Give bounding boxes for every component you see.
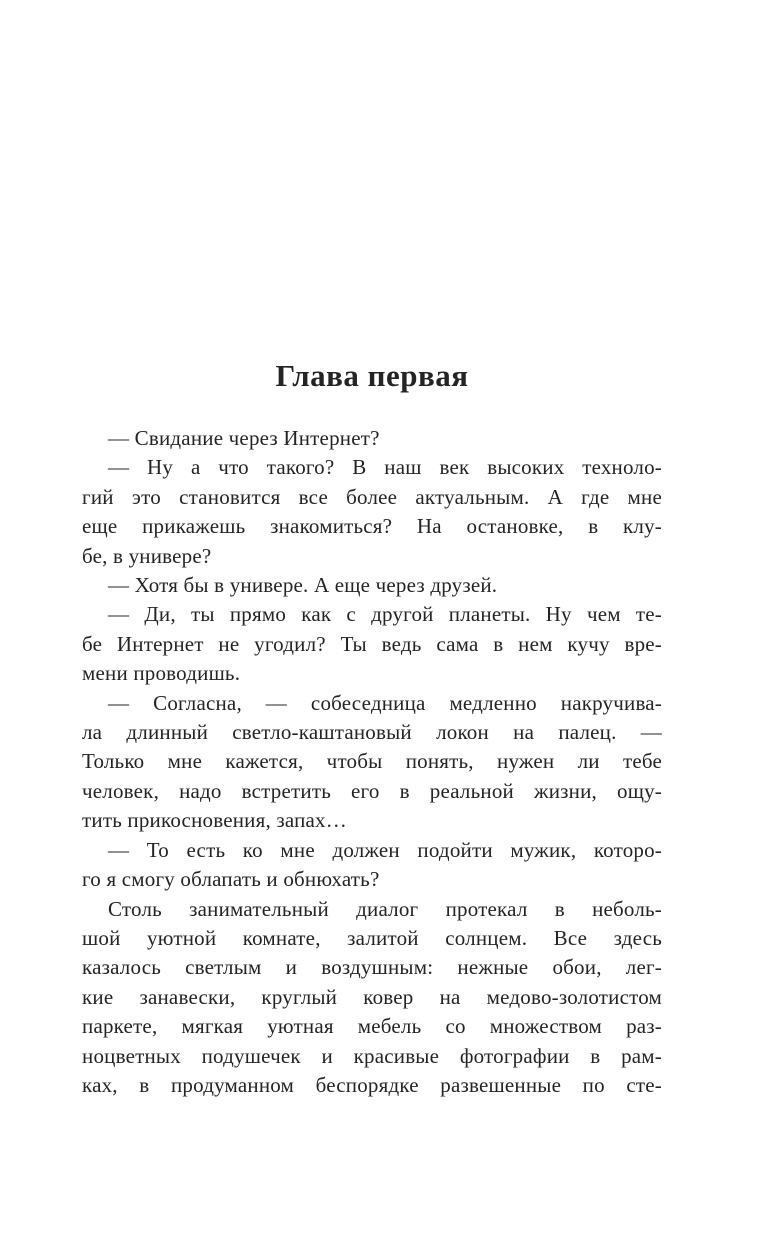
paragraph [82,453,662,571]
text-line: казалось светлым и воздушным: нежные обои, лег- [82,955,662,980]
text-line: бе Интернет не угодил? Ты ведь сама в нем кучу вре- [82,631,662,656]
paragraph [82,895,662,1101]
text-line: еще прикажешь знакомиться? На остановке, в клу- [82,514,662,539]
paragraph [82,689,662,836]
text-line: кие занавески, круглый ковер на медово-золотистом [82,984,662,1009]
paragraph [82,836,662,895]
text-line: го я смогу облапать и обнюхать? [82,867,380,892]
text-line: — Свидание через Интернет? [108,426,380,450]
paragraph [82,424,662,453]
page-text [82,424,662,1100]
text-line: шой уютной комнате, залитой солнцем. Все здесь [82,925,662,950]
text-line: паркете, мягкая уютная мебель со множеством раз- [82,1014,662,1039]
text-line: — Согласна, — собеседница медленно накручива- [108,690,662,715]
text-line: тить прикосновения, запах… [82,808,347,833]
text-line: — Ди, ты прямо как с другой планеты. Ну чем те- [108,602,662,627]
text-line: — Хотя бы в универе. А еще через друзей. [108,573,498,598]
text-line: ках, в продуманном беспорядке развешенные по сте- [82,1072,662,1097]
text-line: человек, надо встретить его в реальной жизни, ощу- [82,778,662,803]
paragraph [82,571,662,600]
text-line: гий это становится все более актуальным. А где мне [82,484,662,509]
text-line: бе, в универе? [82,543,212,568]
chapter-heading: Глава первая [275,358,469,393]
paragraph [82,600,662,688]
text-line: — Ну а что такого? В наш век высоких техноло- [108,455,662,480]
text-line: ла длинный светло-каштановый локон на палец. — [82,720,662,745]
text-line: Столь занимательный диалог протекал в неболь- [108,896,662,921]
text-line: ноцветных подушечек и красивые фотографии в рам- [82,1043,662,1068]
text-line: Только мне кажется, чтобы понять, нужен ли тебе [82,749,662,774]
text-line: — То есть ко мне должен подойти мужик, которо- [108,837,662,862]
text-line: мени проводишь. [82,661,241,686]
